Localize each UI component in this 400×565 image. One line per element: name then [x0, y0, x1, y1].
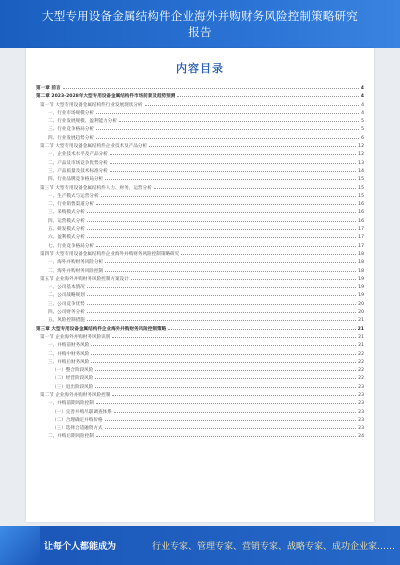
toc-entry-page: 18	[358, 260, 364, 266]
toc-entry-page: 16	[358, 210, 364, 216]
toc-entry[interactable]	[36, 150, 364, 158]
toc-leader-dots	[91, 358, 356, 363]
toc-entry[interactable]	[36, 275, 364, 283]
toc-entry-label: 一、并购前财务风险	[48, 343, 90, 349]
toc-entry-page: 12	[358, 144, 364, 150]
toc-entry[interactable]	[36, 366, 364, 374]
toc-entry[interactable]	[36, 84, 364, 92]
toc-entry-page: 15	[358, 193, 364, 199]
toc-leader-dots	[105, 416, 357, 421]
toc-entry-page: 17	[358, 243, 364, 249]
toc-entry-label: 四、行业品牌竞争格局分析	[48, 177, 104, 183]
toc-entry-label: （二）合理确定并购价格	[52, 417, 103, 423]
toc-entry-page: 4	[360, 94, 364, 100]
toc-entry-page: 14	[358, 168, 364, 174]
toc-entry[interactable]	[36, 134, 364, 142]
toc-entry-page: 19	[358, 293, 364, 299]
toc-leader-dots	[101, 192, 357, 197]
toc-leader-dots	[87, 208, 356, 213]
toc-leader-dots	[96, 200, 356, 205]
toc-entry-label: 三、行业竞争格局分析	[48, 127, 94, 133]
toc-entry-label: 第二章 2023-2028年大型专用设备金属结构件市场前景及趋势预测	[36, 94, 176, 100]
toc-entry-label: 五、风险控制措施	[48, 318, 85, 324]
toc-leader-dots	[168, 325, 355, 330]
toc-entry[interactable]	[36, 125, 364, 133]
toc-entry-label: 四、公司财务分析	[48, 310, 85, 316]
toc-entry-page: 5	[361, 119, 364, 125]
toc-leader-dots	[96, 125, 359, 130]
toc-entry-page: 21	[358, 334, 364, 340]
toc-entry-label: 一、海外并购财务风险分析	[48, 260, 104, 266]
toc-entry-page: 23	[358, 417, 364, 423]
toc-entry[interactable]	[36, 101, 364, 109]
toc-entry-label: 二、产品及市场竞争优势分析	[48, 160, 108, 166]
toc-entry[interactable]	[36, 316, 364, 324]
toc-leader-dots	[114, 408, 356, 413]
toc-entry[interactable]	[36, 184, 364, 192]
toc-leader-dots	[87, 217, 356, 222]
toc-entry-page: 15	[358, 177, 364, 183]
toc-entry[interactable]	[36, 225, 364, 233]
toc-entry[interactable]	[36, 374, 364, 382]
toc-entry-label: 第三节 大型专用设备金属结构件人力、财务、运营分析	[40, 185, 152, 191]
toc-entry-page: 5	[361, 127, 364, 133]
toc-entry-page: 22	[358, 359, 364, 365]
toc-entry-label: 第二节 大型专用设备金属结构件企业技术及产品分析	[40, 144, 148, 150]
toc-title: 内容目录	[176, 62, 224, 75]
toc-entry-page: 4	[361, 110, 364, 116]
toc-entry-label: 二、公司战略规划	[48, 293, 85, 299]
toc-entry-label: （一）整合阶段风险	[52, 368, 94, 374]
toc-leader-dots	[96, 242, 356, 247]
toc-leader-dots	[87, 291, 356, 296]
toc-leader-dots	[105, 175, 356, 180]
toc-entry[interactable]	[36, 92, 364, 100]
toc-leader-dots	[119, 117, 359, 122]
toc-entry-page: 23	[358, 426, 364, 432]
toc-leader-dots	[181, 250, 356, 255]
toc-entry[interactable]	[36, 308, 364, 316]
toc-entry-page: 23	[358, 384, 364, 390]
toc-entry-label: 二、并购中财务风险	[48, 351, 90, 357]
toc-entry-label: 三、产品质量及技术标准分析	[48, 168, 108, 174]
toc-entry[interactable]	[36, 142, 364, 150]
toc-entry[interactable]	[36, 159, 364, 167]
toc-entry[interactable]	[36, 175, 364, 183]
toc-entry-label: 四、运营模式分析	[48, 218, 85, 224]
toc-entry-label: 第二节 企业海外并购财务风险控制	[40, 392, 111, 398]
toc-leader-dots	[105, 424, 357, 429]
toc-leader-dots	[91, 341, 356, 346]
toc-leader-dots	[131, 275, 356, 280]
toc-entry-page: 20	[358, 301, 364, 307]
toc-entry[interactable]	[36, 250, 364, 258]
toc-entry-page: 22	[358, 368, 364, 374]
toc-entry-page: 21	[358, 343, 364, 349]
toc-entry[interactable]	[36, 117, 364, 125]
toc-entry[interactable]	[36, 217, 364, 225]
toc-entry-label: （三）选择合适融资方式	[52, 426, 103, 432]
toc-entry-page: 19	[358, 276, 364, 282]
toc-entry-label: 三、并购后财务风险	[48, 359, 90, 365]
toc-entry-page: 19	[358, 285, 364, 291]
toc-entry-label: 四、行业发展趋势分析	[48, 135, 94, 141]
toc-entry-page: 4	[361, 102, 364, 108]
toc-leader-dots	[105, 267, 356, 272]
toc-leader-dots	[91, 350, 356, 355]
toc-entry-label: 第一章 前言	[36, 86, 61, 91]
toc-entry-label: （一）完善并购尽职调查体系	[52, 409, 112, 415]
toc-leader-dots	[96, 399, 356, 404]
toc-entry-page: 13	[358, 160, 364, 166]
toc-entry[interactable]	[36, 391, 364, 399]
toc-leader-dots	[95, 366, 356, 371]
toc-entry[interactable]	[36, 192, 364, 200]
toc-sheet	[26, 48, 374, 522]
toc-entry-page: 16	[358, 202, 364, 208]
toc-leader-dots	[87, 225, 356, 230]
toc-entry-label: 第三章 大型专用设备金属结构件企业海外并购财务风险控制策略	[36, 326, 167, 332]
toc-entry-label: 五、研发模式分析	[48, 227, 85, 233]
toc-entry-label: 第一节 企业海外并购财务风险识别	[40, 334, 111, 340]
footer-slogan-right: 行业专家、管理专家、营销专家、战略专家、成功企业家……	[152, 542, 396, 552]
toc-entry-page: 23	[358, 392, 364, 398]
toc-entry[interactable]	[36, 208, 364, 216]
toc-entry-page: 21	[358, 318, 364, 324]
toc-entry-label: 第四节 大型专用设备金属结构件企业海外并购财务风险控制策略研究	[40, 251, 180, 257]
toc-entry[interactable]	[36, 291, 364, 299]
report-title-line1: 大型专用设备金属结构件企业海外并购财务风险控制策略研究	[42, 9, 358, 23]
footer-decoration	[0, 526, 40, 565]
toc-leader-dots	[87, 300, 356, 305]
toc-leader-dots	[87, 233, 356, 238]
toc-entry-page: 23	[358, 409, 364, 415]
toc-entry-label: 第一节 大型专用设备金属结构件行业发展现状分析	[40, 102, 143, 108]
toc-entry-page: 17	[358, 227, 364, 233]
toc-leader-dots	[95, 383, 356, 388]
toc-leader-dots	[105, 258, 356, 263]
toc-entry-label: 二、海外并购财务风险控制	[48, 268, 104, 274]
toc-leader-dots	[87, 283, 356, 288]
toc-entry[interactable]	[36, 424, 364, 432]
toc-entry-page: 15	[358, 185, 364, 191]
footer-slogan-left: 让每个人都能成为	[44, 542, 117, 552]
toc-leader-dots	[63, 84, 359, 89]
toc-entry-label: 一、行业市场规模分析	[48, 110, 94, 116]
toc-list	[36, 84, 364, 441]
toc-leader-dots	[154, 184, 356, 189]
toc-entry[interactable]	[36, 109, 364, 117]
toc-entry-page: 20	[358, 310, 364, 316]
toc-entry[interactable]	[36, 432, 364, 440]
report-title-banner	[0, 0, 400, 48]
toc-leader-dots	[110, 167, 356, 172]
toc-leader-dots	[112, 333, 356, 338]
toc-entry[interactable]	[36, 408, 364, 416]
toc-entry[interactable]	[36, 242, 364, 250]
toc-entry-page: 21	[357, 326, 364, 332]
toc-entry[interactable]	[36, 267, 364, 275]
toc-entry[interactable]	[36, 333, 364, 341]
toc-entry[interactable]	[36, 399, 364, 407]
toc-entry-label: 一、企业技术水平及产品分析	[48, 152, 108, 158]
toc-entry-label: 一、公司基本情况	[48, 285, 85, 291]
toc-entry-page: 22	[358, 376, 364, 382]
report-title-line2: 报告	[188, 25, 212, 39]
toc-entry-label: 二、行业销售渠道分析	[48, 202, 94, 208]
toc-entry[interactable]	[36, 350, 364, 358]
toc-leader-dots	[96, 109, 359, 114]
toc-leader-dots	[87, 316, 356, 321]
toc-entry[interactable]	[36, 300, 364, 308]
toc-entry-page: 24	[358, 434, 364, 440]
toc-entry-label: 六、盈利模式分析	[48, 235, 85, 241]
toc-entry[interactable]	[36, 233, 364, 241]
toc-leader-dots	[95, 374, 356, 379]
toc-entry-page: 6	[361, 135, 364, 141]
toc-leader-dots	[87, 308, 356, 313]
toc-entry[interactable]	[36, 283, 364, 291]
toc-entry-page: 18	[358, 251, 364, 257]
toc-entry-page: 16	[358, 218, 364, 224]
toc-entry-label: 一、生产模式与运营分析	[48, 193, 99, 199]
toc-entry-page: 4	[360, 86, 364, 91]
toc-entry-label: 二、并购后期风险控制	[48, 434, 94, 440]
toc-leader-dots	[149, 142, 356, 147]
footer-banner	[0, 526, 400, 565]
toc-entry[interactable]	[36, 341, 364, 349]
toc-leader-dots	[145, 101, 360, 106]
toc-entry-label: 三、公司竞争优势	[48, 301, 85, 307]
toc-entry-label: 三、采购模式分析	[48, 210, 85, 216]
toc-leader-dots	[96, 134, 359, 139]
toc-entry[interactable]	[36, 358, 364, 366]
toc-entry[interactable]	[36, 167, 364, 175]
toc-entry-page: 17	[358, 235, 364, 241]
toc-leader-dots	[96, 432, 356, 437]
toc-entry[interactable]	[36, 325, 364, 333]
toc-leader-dots	[110, 150, 356, 155]
toc-entry-label: （三）退出阶段风险	[52, 384, 94, 390]
toc-entry-page: 23	[358, 401, 364, 407]
toc-entry-label: 一、并购前期风险控制	[48, 401, 94, 407]
toc-entry-label: 二、行业发展规模、盈利能力分析	[48, 119, 117, 125]
toc-leader-dots	[110, 159, 356, 164]
toc-leader-dots	[112, 391, 356, 396]
toc-entry-page: 22	[358, 351, 364, 357]
toc-entry-label: 七、行业竞争格局分析	[48, 243, 94, 249]
toc-entry-label: （二）经营阶段风险	[52, 376, 94, 382]
toc-entry[interactable]	[36, 416, 364, 424]
toc-entry-page: 12	[358, 152, 364, 158]
toc-entry-label: 第五节 企业海外并购财务风险控制方案设计	[40, 276, 129, 282]
toc-leader-dots	[177, 92, 358, 97]
toc-entry[interactable]	[36, 383, 364, 391]
toc-entry[interactable]	[36, 258, 364, 266]
toc-entry[interactable]	[36, 200, 364, 208]
toc-entry-page: 18	[358, 268, 364, 274]
